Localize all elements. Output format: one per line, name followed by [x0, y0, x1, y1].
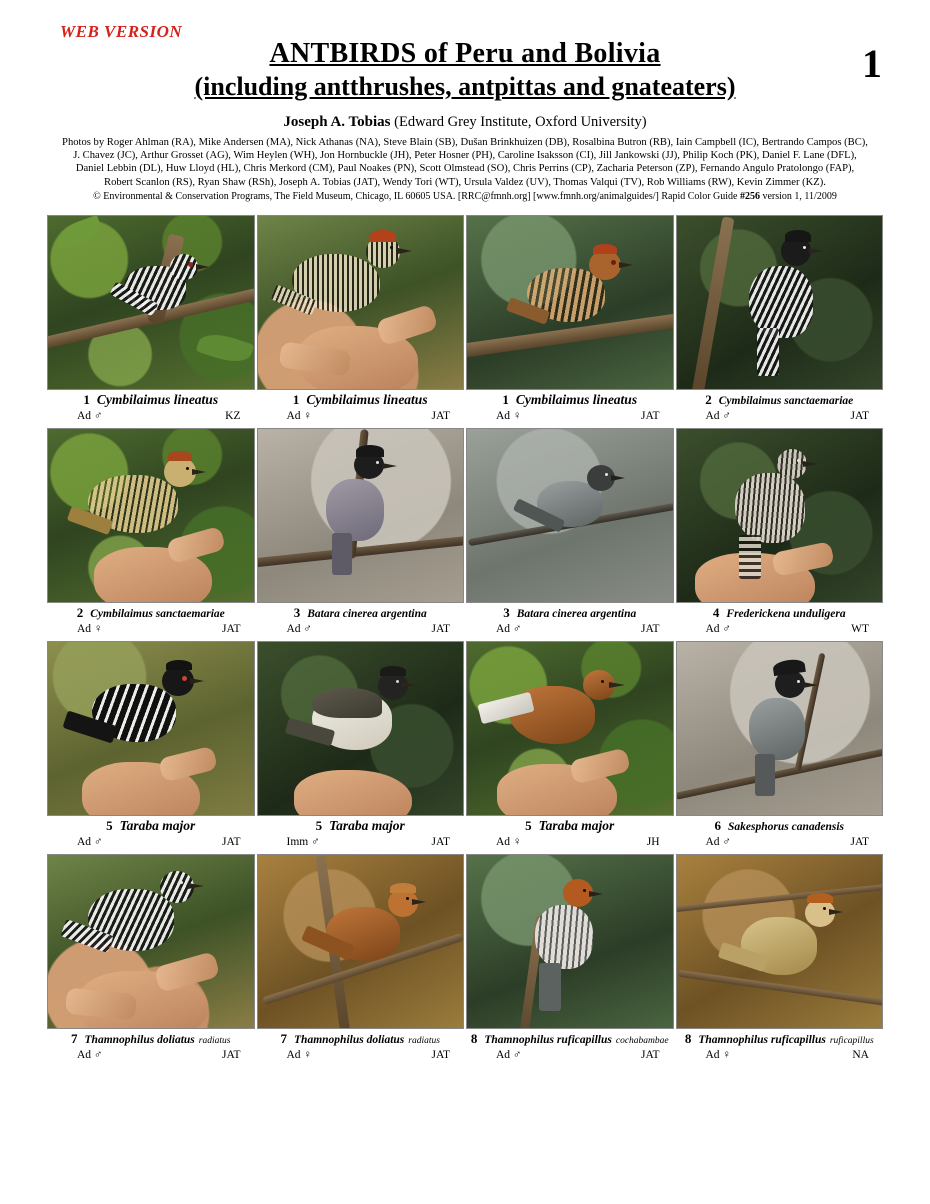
author-line [0, 114, 930, 131]
species-name: Cymbilaimus sanctaemariae [90, 608, 225, 620]
species-caption [257, 390, 465, 409]
copyright-line [0, 191, 930, 202]
guide-number: #256 [739, 190, 760, 202]
species-name: Frederickena unduligera [726, 608, 846, 620]
species-caption [47, 603, 255, 622]
photographer-initials: JAT [221, 623, 241, 635]
photographer-initials: JAT [640, 623, 660, 635]
plate-cell [46, 641, 256, 852]
photographer-initials: KZ [225, 410, 241, 422]
photo-detail [676, 622, 884, 639]
photographer-initials: JAT [431, 1049, 450, 1061]
bird-photo [47, 215, 255, 390]
photographer-initials: JAT [221, 836, 241, 848]
plate-row [46, 854, 884, 1065]
bird-photo [47, 428, 255, 603]
plate-cell [46, 854, 256, 1065]
bird-photo [257, 215, 465, 390]
species-name: Thamnophilus doliatus [84, 1034, 195, 1046]
species-caption [257, 603, 465, 622]
photographer-initials: WT [851, 623, 869, 635]
photographer-initials: NA [852, 1049, 869, 1061]
plate-number: 5 [525, 818, 532, 833]
bird-photo [257, 854, 465, 1029]
photo-detail [466, 409, 674, 426]
bird-photo [466, 854, 674, 1029]
plate-row [46, 641, 884, 852]
subspecies-name: ruficapillus [829, 1036, 874, 1046]
age-sex-label: Ad ♀ [286, 1049, 313, 1061]
age-sex-label: Ad ♀ [496, 410, 522, 422]
plate-cell [465, 428, 675, 639]
plate-number: 3 [293, 605, 301, 620]
bird-photo [676, 641, 884, 816]
plate-cell [46, 428, 256, 639]
species-caption [676, 390, 884, 409]
species-name: Taraba major [329, 818, 405, 833]
species-name: Cymbilaimus sanctaemariae [718, 395, 854, 407]
species-name: Batara cinerea argentina [516, 608, 637, 620]
subspecies-name: radiatus [408, 1036, 440, 1046]
species-caption [47, 1029, 255, 1048]
plate-number: 1 [502, 392, 509, 407]
age-sex-label: Ad ♂ [496, 1049, 522, 1061]
plate-number: 2 [76, 605, 84, 620]
plate-cell [256, 428, 466, 639]
species-caption [466, 390, 674, 409]
photographer-initials: JAT [431, 836, 450, 848]
bird-photo [47, 854, 255, 1029]
photo-detail [257, 409, 465, 426]
plate-number: 6 [714, 818, 721, 833]
plate-cell [465, 854, 675, 1065]
species-name: Sakesphorus canadensis [728, 821, 844, 833]
photo-detail [47, 409, 255, 426]
page-subtitle: (including antthrushes, antpittas and gnateaters) [194, 72, 736, 101]
species-name: Cymbilaimus lineatus [96, 392, 219, 407]
credit-line: Robert Scanlon (RS), Ryan Shaw (RSh), Joseph A. Tobias (JAT), Wendy Tori (WT), Ursula Valdez (UV), Thomas Valqui (TV), Rob Williams (RW), Kevin Zimmer (KZ). [104, 176, 826, 188]
copyright-suffix: version 1, 11/2009 [759, 190, 837, 202]
species-caption [676, 603, 884, 622]
photo-detail [47, 835, 255, 852]
plate-cell [675, 428, 885, 639]
photo-detail [257, 835, 465, 852]
photo-detail [47, 1048, 255, 1065]
age-sex-label: Ad ♀ [496, 836, 522, 848]
page-title: ANTBIRDS of Peru and Bolivia [269, 38, 661, 69]
age-sex-label: Ad ♂ [286, 623, 313, 635]
species-caption [257, 1029, 465, 1048]
species-name: Taraba major [538, 818, 615, 833]
photo-detail [466, 622, 674, 639]
copyright-prefix: © Environmental & Conservation Programs, The Field Museum, Chicago, IL 60605 USA. [RRC@fmnh.org] [www.fmnh.org/animalguides/] Rapid Color Guide [93, 190, 740, 202]
photo-detail [257, 1048, 465, 1065]
credit-line: Photos by Roger Ahlman (RA), Mike Andersen (MA), Nick Athanas (NA), Steve Blain (SB), Dušan Brinkhuizen (DB), Rosalbina Butron (RB), Iain Campbell (IC), Bertrando Campos (BC), [62, 137, 868, 148]
plate-number: 8 [470, 1031, 478, 1046]
photo-detail [47, 622, 255, 639]
species-caption [676, 816, 884, 835]
plate-cell [465, 215, 675, 426]
species-name: Batara cinerea argentina [307, 608, 427, 620]
photographer-initials: JAT [640, 1049, 660, 1061]
plate-row [46, 428, 884, 639]
age-sex-label: Ad ♀ [286, 410, 313, 422]
photographer-initials: JH [646, 836, 660, 848]
plate-number: 8 [684, 1031, 692, 1046]
page-number: 1 [862, 41, 882, 86]
species-name: Cymbilaimus lineatus [306, 392, 428, 407]
age-sex-label: Ad ♂ [77, 410, 103, 422]
photographer-initials: JAT [640, 410, 660, 422]
species-caption [676, 1029, 884, 1048]
plate-cell [675, 854, 885, 1065]
bird-photo [466, 428, 674, 603]
photographer-initials: JAT [221, 1049, 241, 1061]
credit-line: Daniel Lebbin (DL), Huw Lloyd (HL), Chris Merkord (CM), Paul Noakes (PN), Scott Olmstead (SO), Chris Perrins (CP), Zacharia Peterson (ZP), Fernando Angulo Pratolongo (FAP), [75, 163, 855, 175]
photographer-initials: JAT [431, 410, 450, 422]
plate-cell [46, 215, 256, 426]
species-caption [257, 816, 465, 835]
species-caption [466, 603, 674, 622]
bird-photo [257, 641, 465, 816]
age-sex-label: Ad ♂ [77, 836, 103, 848]
photographer-initials: JAT [431, 623, 450, 635]
photo-credits [55, 136, 875, 189]
plate-cell [256, 641, 466, 852]
photo-detail [257, 622, 465, 639]
plate-number: 7 [71, 1031, 78, 1046]
age-sex-label: Imm ♂ [286, 836, 320, 848]
plate-number: 4 [712, 605, 720, 620]
photographer-initials: JAT [850, 836, 869, 848]
bird-photo [466, 641, 674, 816]
plate-number: 5 [106, 818, 113, 833]
plate-cell [675, 215, 885, 426]
plate-grid [46, 215, 884, 1067]
photo-detail [676, 835, 884, 852]
author-name: Joseph A. Tobias [283, 114, 391, 130]
bird-photo [676, 428, 884, 603]
species-caption [47, 816, 255, 835]
age-sex-label: Ad ♀ [77, 623, 103, 635]
species-name: Thamnophilus ruficapillus [484, 1034, 612, 1046]
plate-row [46, 215, 884, 426]
species-name: Thamnophilus ruficapillus [698, 1034, 826, 1046]
age-sex-label: Ad ♂ [77, 1049, 103, 1061]
bird-photo [676, 854, 884, 1029]
credit-line: J. Chavez (JC), Arthur Grosset (AG), Wim Heylen (WH), Jon Hornbuckle (JH), Peter Hosner (PH), Caroline Isaksson (CI), Jill Jankowski (JJ), Philip Koch (PK), Daniel F. Lane (DFL), [73, 150, 857, 162]
age-sex-label: Ad ♂ [496, 623, 522, 635]
bird-photo [676, 215, 884, 390]
photographer-initials: JAT [850, 410, 869, 422]
plate-number: 1 [83, 392, 90, 407]
photo-detail [676, 409, 884, 426]
photo-detail [466, 835, 674, 852]
species-caption [47, 390, 255, 409]
photo-detail [466, 1048, 674, 1065]
species-name: Taraba major [119, 818, 196, 833]
bird-photo [466, 215, 674, 390]
web-version-label: WEB VERSION [60, 22, 183, 41]
species-name: Cymbilaimus lineatus [515, 392, 638, 407]
age-sex-label: Ad ♂ [705, 836, 732, 848]
author-affiliation: (Edward Grey Institute, Oxford University) [394, 114, 647, 130]
plate-number: 2 [705, 392, 712, 407]
bird-photo [47, 641, 255, 816]
species-name: Thamnophilus doliatus [294, 1034, 405, 1046]
age-sex-label: Ad ♂ [705, 410, 732, 422]
plate-number: 1 [292, 392, 300, 407]
subspecies-name: cochabambae [615, 1036, 669, 1046]
photo-detail [676, 1048, 884, 1065]
plate-cell [465, 641, 675, 852]
plate-cell [675, 641, 885, 852]
plate-number: 5 [315, 818, 323, 833]
species-caption [466, 1029, 674, 1048]
species-caption [466, 816, 674, 835]
age-sex-label: Ad ♀ [705, 1049, 732, 1061]
plate-number: 3 [503, 605, 510, 620]
plate-number: 7 [280, 1031, 288, 1046]
subspecies-name: radiatus [198, 1036, 231, 1046]
bird-photo [257, 428, 465, 603]
plate-cell [256, 854, 466, 1065]
plate-cell [256, 215, 466, 426]
age-sex-label: Ad ♂ [705, 623, 732, 635]
